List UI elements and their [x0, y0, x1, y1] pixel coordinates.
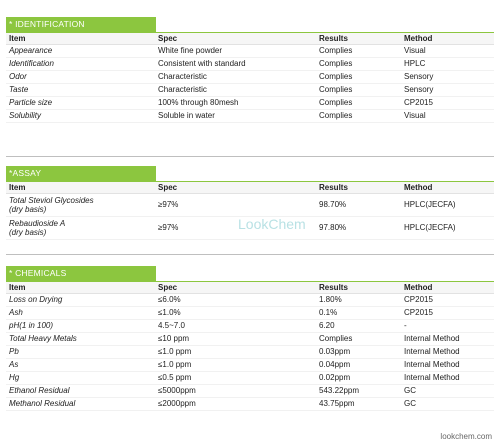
table-row: [6, 398, 494, 411]
table-row: [6, 110, 494, 123]
cell-method: Internal Method: [404, 373, 460, 382]
assay-header: [6, 166, 494, 182]
cell-results: Complies: [319, 111, 353, 120]
header-item: Item: [9, 183, 26, 192]
header-spec: Spec: [158, 183, 178, 192]
header-results: Results: [319, 34, 348, 43]
cell-spec: 4.5~7.0: [158, 321, 185, 330]
cell-spec: ≤5000ppm: [158, 386, 196, 395]
cell-results: 0.1%: [319, 308, 338, 317]
cell-item: Appearance: [9, 46, 53, 55]
table-row: [6, 307, 494, 320]
cell-method: CP2015: [404, 308, 433, 317]
cell-method: Visual: [404, 46, 426, 55]
assay-title: *ASSAY: [6, 166, 156, 181]
table-row: [6, 385, 494, 398]
header-item: Item: [9, 34, 26, 43]
cell-results: 6.20: [319, 321, 335, 330]
cell-item: Identification: [9, 59, 54, 68]
cell-item: Ash: [9, 308, 23, 317]
header-results: Results: [319, 183, 348, 192]
cell-results: 543.22ppm: [319, 386, 360, 395]
cell-spec: ≤6.0%: [158, 295, 181, 304]
cell-spec: ≤1.0 ppm: [158, 347, 192, 356]
table-row: [6, 320, 494, 333]
header-results: Results: [319, 283, 348, 292]
cell-item: Total Heavy Metals: [9, 334, 77, 343]
footer-source: lookchem.com: [440, 432, 492, 441]
cell-spec: Characteristic: [158, 72, 207, 81]
header-method: Method: [404, 34, 433, 43]
cell-method: GC: [404, 386, 416, 395]
cell-item: Pb: [9, 347, 19, 356]
cell-method: Sensory: [404, 85, 434, 94]
cell-method: HPLC: [404, 59, 426, 68]
cell-spec: White fine powder: [158, 46, 223, 55]
cell-item: As: [9, 360, 19, 369]
cell-results: 0.03ppm: [319, 347, 351, 356]
identification-title: * IDENTIFICATION: [6, 17, 156, 32]
cell-item: [9, 219, 65, 237]
header-spec: Spec: [158, 283, 178, 292]
cell-item-basis: (dry basis): [9, 228, 47, 237]
cell-method: CP2015: [404, 295, 433, 304]
cell-method: Sensory: [404, 72, 434, 81]
cell-spec: ≤2000ppm: [158, 399, 196, 408]
cell-spec: Characteristic: [158, 85, 207, 94]
cell-results: 0.02ppm: [319, 373, 351, 382]
cell-spec: Soluble in water: [158, 111, 215, 120]
cell-spec: Consistent with standard: [158, 59, 246, 68]
header-item: Item: [9, 283, 26, 292]
cell-spec: ≤1.0 ppm: [158, 360, 192, 369]
cell-spec: ≥97%: [158, 200, 179, 209]
lookchem-watermark: LookChem: [238, 216, 306, 232]
section-divider: [6, 254, 494, 255]
cell-item: [9, 196, 94, 214]
cell-method: -: [404, 321, 407, 330]
cell-method: Visual: [404, 111, 426, 120]
cell-method: GC: [404, 399, 416, 408]
table-row: [6, 346, 494, 359]
cell-item: Methanol Residual: [9, 399, 76, 408]
cell-item-basis: (dry basis): [9, 205, 47, 214]
identification-header: [6, 17, 494, 33]
cell-results: Complies: [319, 46, 353, 55]
cell-method: Internal Method: [404, 347, 460, 356]
cell-method: Internal Method: [404, 334, 460, 343]
cell-item-name: Rebaudioside A: [9, 219, 66, 228]
chemicals-header: [6, 266, 494, 282]
cell-item: Odor: [9, 72, 27, 81]
cell-item: Particle size: [9, 98, 53, 107]
cell-results: Complies: [319, 334, 353, 343]
cell-results: 98.70%: [319, 200, 347, 209]
chemicals-title: * CHEMICALS: [6, 266, 156, 281]
cell-item: Taste: [9, 85, 29, 94]
table-header-row: [6, 282, 494, 294]
cell-results: 0.04ppm: [319, 360, 351, 369]
table-row: [6, 294, 494, 307]
cell-method: CP2015: [404, 98, 433, 107]
cell-method: Internal Method: [404, 360, 460, 369]
cell-spec: 100% through 80mesh: [158, 98, 239, 107]
cell-spec: ≥97%: [158, 223, 179, 232]
header-spec: Spec: [158, 34, 178, 43]
section-divider: [6, 156, 494, 157]
table-row: [6, 97, 494, 110]
cell-spec: ≤1.0%: [158, 308, 181, 317]
cell-results: Complies: [319, 85, 353, 94]
chemicals-section: [6, 266, 494, 411]
table-row: [6, 58, 494, 71]
table-row: [6, 84, 494, 97]
identification-section: [6, 17, 494, 123]
cell-item: Solubility: [9, 111, 42, 120]
cell-results: Complies: [319, 59, 353, 68]
table-row: [6, 45, 494, 58]
cell-results: Complies: [319, 98, 353, 107]
table-row: [6, 372, 494, 385]
table-header-row: [6, 33, 494, 45]
cell-spec: ≤10 ppm: [158, 334, 190, 343]
table-row: [6, 71, 494, 84]
cell-results: Complies: [319, 72, 353, 81]
table-row: [6, 194, 494, 217]
cell-item: Ethanol Residual: [9, 386, 70, 395]
table-header-row: [6, 182, 494, 194]
header-method: Method: [404, 183, 433, 192]
cell-item: Loss on Drying: [9, 295, 63, 304]
cell-results: 43.75ppm: [319, 399, 355, 408]
cell-item-name: Total Steviol Glycosides: [9, 196, 94, 205]
cell-results: 97.80%: [319, 223, 347, 232]
cell-item: Hg: [9, 373, 20, 382]
table-row: [6, 333, 494, 346]
header-method: Method: [404, 283, 433, 292]
cell-results: 1.80%: [319, 295, 342, 304]
table-row: [6, 359, 494, 372]
cell-method: HPLC(JECFA): [404, 223, 456, 232]
cell-method: HPLC(JECFA): [404, 200, 456, 209]
cell-item: pH(1 in 100): [9, 321, 54, 330]
cell-spec: ≤0.5 ppm: [158, 373, 192, 382]
